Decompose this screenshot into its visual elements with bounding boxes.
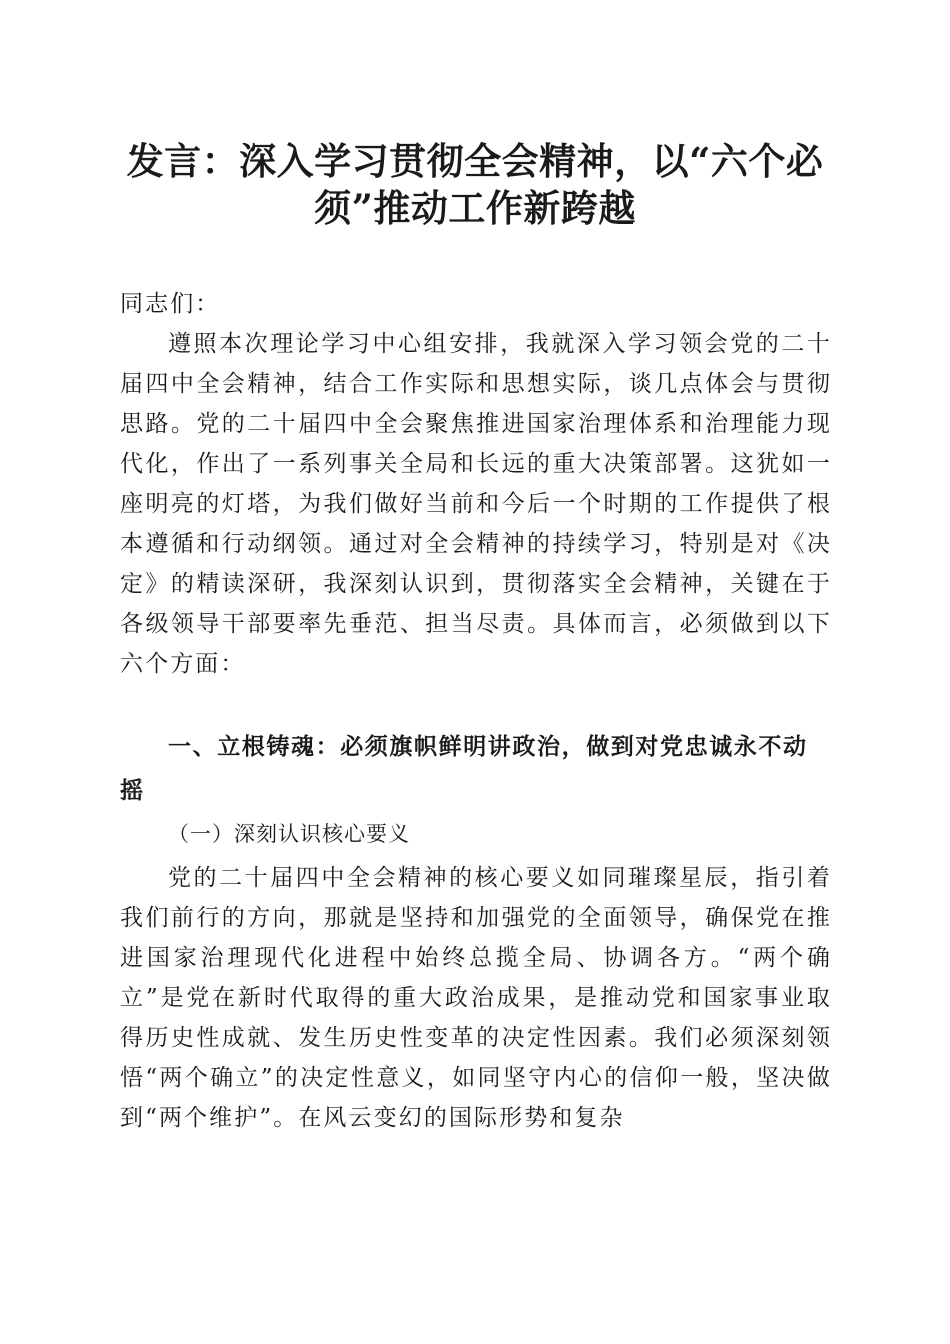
section-heading-1: 一、立根铸魂：必须旗帜鲜明讲政治，做到对党忠诚永不动摇	[120, 734, 808, 804]
title-line-2: 须”推动工作新跨越	[314, 186, 636, 230]
intro-paragraph: 遵照本次理论学习中心组安排，我就深入学习领会党的二十届四中全会精神，结合工作实际和思想实际，谈几点体会与贯彻思路。党的二十届四中全会聚焦推进国家治理体系和治理能力现代化，作出了一系列事关全局和长远的重大决策部署。这犹如一座明亮的灯塔，为我们做好当前和今后一个时期的工作提供了根本遵循和行动纲领。通过对全会精神的持续学习，特别是对《决定》的精读深研，我深刻认识到，贯彻落实全会精神，关键在于各级领导干部要率先垂范、担当尽责。具体而言，必须做到以下六个方面：	[120, 331, 832, 677]
subsection-heading-1: （一）深刻认识核心要义	[168, 822, 410, 846]
document-title	[100, 138, 850, 232]
title-line-1: 发言：深入学习贯彻全会精神，以“六个必	[126, 139, 824, 183]
section-1-paragraph: 党的二十届四中全会精神的核心要义如同璀璨星辰，指引着我们前行的方向，那就是坚持和加强党的全面领导，确保党在推进国家治理现代化进程中始终总揽全局、协调各方。“两个确立”是党在新时代取得的重大政治成果，是推动党和国家事业取得历史性成就、发生历史性变革的决定性因素。我们必须深刻领悟“两个确立”的决定性意义，如同坚守内心的信仰一般，坚决做到“两个维护”。在风云变幻的国际形势和复杂	[120, 865, 832, 1131]
salutation: 同志们：	[120, 291, 221, 317]
